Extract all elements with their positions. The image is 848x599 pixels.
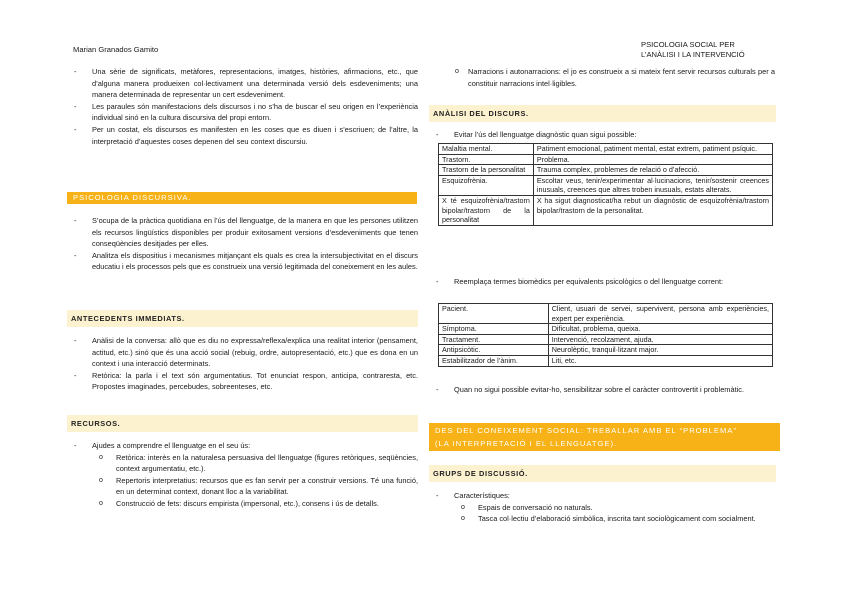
biomedical-terms-table <box>438 303 773 367</box>
analisi-bullet-c <box>435 384 775 396</box>
narracions-item <box>435 66 775 89</box>
list-item: - Una sèrie de significats, metàfores, representacions, imatges, històries, afirmacions, etc., que d’alguna manera produeixen col·lectivament una determinada versió dels esdeveniments; una manera determinada de representar un cert esdeveniment. <box>74 67 418 100</box>
section-heading-recursos: RECURSOS. <box>67 415 418 432</box>
analisi-bullet-b <box>435 276 775 288</box>
list-item: - Reemplaça termes biomèdics per equivalents psicològics o del llenguatge corrent: <box>436 277 724 286</box>
sub-list-item: o Retòrica: interès en la naturalesa persuasiva del llenguatge (figures retòriques, seqüències, context argumentatiu, etc.). <box>99 452 418 474</box>
list-item: - Per un costat, els discursos es manifesten en les coses que es diuen i s’escriuen; de l’altre, la interpretació d’aquestes coses depenen del seu context discursiu. <box>74 124 418 146</box>
table-row: Estabilitzador de l’ànim. Liti, etc. <box>439 355 773 366</box>
section-heading-coneixement-social: DES DEL CONEIXEMENT SOCIAL: TREBALLAR AMB EL “PROBLEMA” (LA INTERPRETACIÓ I EL LLENGUATGE). <box>429 423 780 451</box>
section-heading-grups-discussio: GRUPS DE DISCUSSIÓ. <box>429 465 776 482</box>
sub-list-item: o Tasca col·lectiu d’elaboració simbòlica, inscrita tant sociològicament com socialment. <box>461 514 756 524</box>
table-row: Esquizofrènia. Escoltar veus, tenir/experimentar al·lucinacions, tenir/sostenir creences inusuals, creences que altres troben inusuals, estats alterats. <box>439 175 773 195</box>
course-title: PSICOLOGIA SOCIAL PER L’ANÀLISI I LA INTERVENCIÓ <box>641 40 745 59</box>
table-row: Pacient. Client, usuari de servei, supervivent, persona amb experiències, expert per experiència. <box>439 304 773 324</box>
table-row: X té esquizofrènia/trastorn bipolar/trastorn de la personalitat X ha sigut diagnosticat/ha rebut un diagnòstic de esquizofrènia/trastorn bipolar/trastorn de la personalitat. <box>439 195 773 225</box>
table-row: Malaltia mental. Patiment emocional, patiment mental, estat extrem, patiment psíquic. <box>439 144 773 155</box>
table-row: Trastorn de la personalitat Trauma complex, problemes de relació o d’afecció. <box>439 165 773 176</box>
list-item: - Evitar l’ús del llenguatge diagnòstic quan sigui possible: <box>436 130 637 139</box>
diagnostic-terms-table <box>438 143 773 226</box>
list-item: - Les paraules són manifestacions dels discursos i no s’ha de buscar el seu origen en l’experiència individual sinó en la cultura discursiva del propi entorn. <box>74 101 418 123</box>
analisi-bullet-a <box>435 129 775 141</box>
list-item: - Retòrica: la parla i el text són argumentatius. Tot enunciat respon, anticipa, contraresta, etc. Propostes imaginades, percebudes, sobreenteses, etc. <box>74 370 418 392</box>
grups-list <box>435 490 775 525</box>
section-heading-analisi-discurs: ANÀLISI DEL DISCURS. <box>429 105 776 122</box>
author-name: Marian Granados Gamito <box>73 45 159 54</box>
sub-list-item: o Construcció de fets: discurs empirista (impersonal, etc.), consens i ús de detalls. <box>99 498 379 508</box>
sub-list-item: o Narracions i autonarracions: el jo es construeix a si mateix fent servir recursos culturals per a constituir narracions intel·ligibles. <box>455 67 775 88</box>
sub-list-item: o Espais de conversació no naturals. <box>461 502 593 512</box>
table-row: Trastorn. Problema. <box>439 154 773 165</box>
list-item: - Característiques: <box>436 491 510 500</box>
psicologia-discursiva-list <box>73 215 418 273</box>
section-heading-antecedents: ANTECEDENTS IMMEDIATS. <box>67 310 418 327</box>
sub-list-item: o Repertoris interpretatius: recursos que es fan servir per a construir versions. Té una funció, en un determinat context, donant lloc a la variabilitat. <box>99 475 418 497</box>
list-item: - Analitza els dispositius i mecanismes mitjançant els quals es crea la intersubjectivitat en el discurs educatiu i els processos pels que es construeix una versió legitimada del coneixement en les aules. <box>74 250 418 272</box>
list-item: - Anàlisi de la conversa: allò que es diu no expressa/reflexa/explica una realitat interior (pensament, actitud, etc.) sinó que és una acció social (rebuig, ordre, autopresentació, etc.) que es dona en un context i una interacció determinats. <box>74 336 418 369</box>
antecedents-list <box>73 335 418 393</box>
table-row: Símptoma. Dificultat, problema, queixa. <box>439 324 773 335</box>
intro-list <box>73 66 418 147</box>
list-item: - Quan no sigui possible evitar-ho, sensibilitzar sobre el caràcter controvertit i problemàtic. <box>436 385 745 394</box>
recursos-list <box>73 440 418 510</box>
list-item: - Ajudes a comprendre el llenguatge en el seu ús: <box>74 441 251 450</box>
table-row: Antipsicòtic. Neurolèptic, tranquil·litzant major. <box>439 345 773 356</box>
section-heading-psicologia-discursiva: PSICOLOGIA DISCURSIVA. <box>67 192 417 204</box>
list-item: - S’ocupa de la pràctica quotidiana en l’ús del llenguatge, de la manera en que les persones utilitzen els recursos lingüístics disponibles per produir exitosament versions d’esdeveniments que tenen conseqüències desitjades per elles. <box>74 216 418 249</box>
table-row: Tractament. Intervenció, recolzament, ajuda. <box>439 334 773 345</box>
